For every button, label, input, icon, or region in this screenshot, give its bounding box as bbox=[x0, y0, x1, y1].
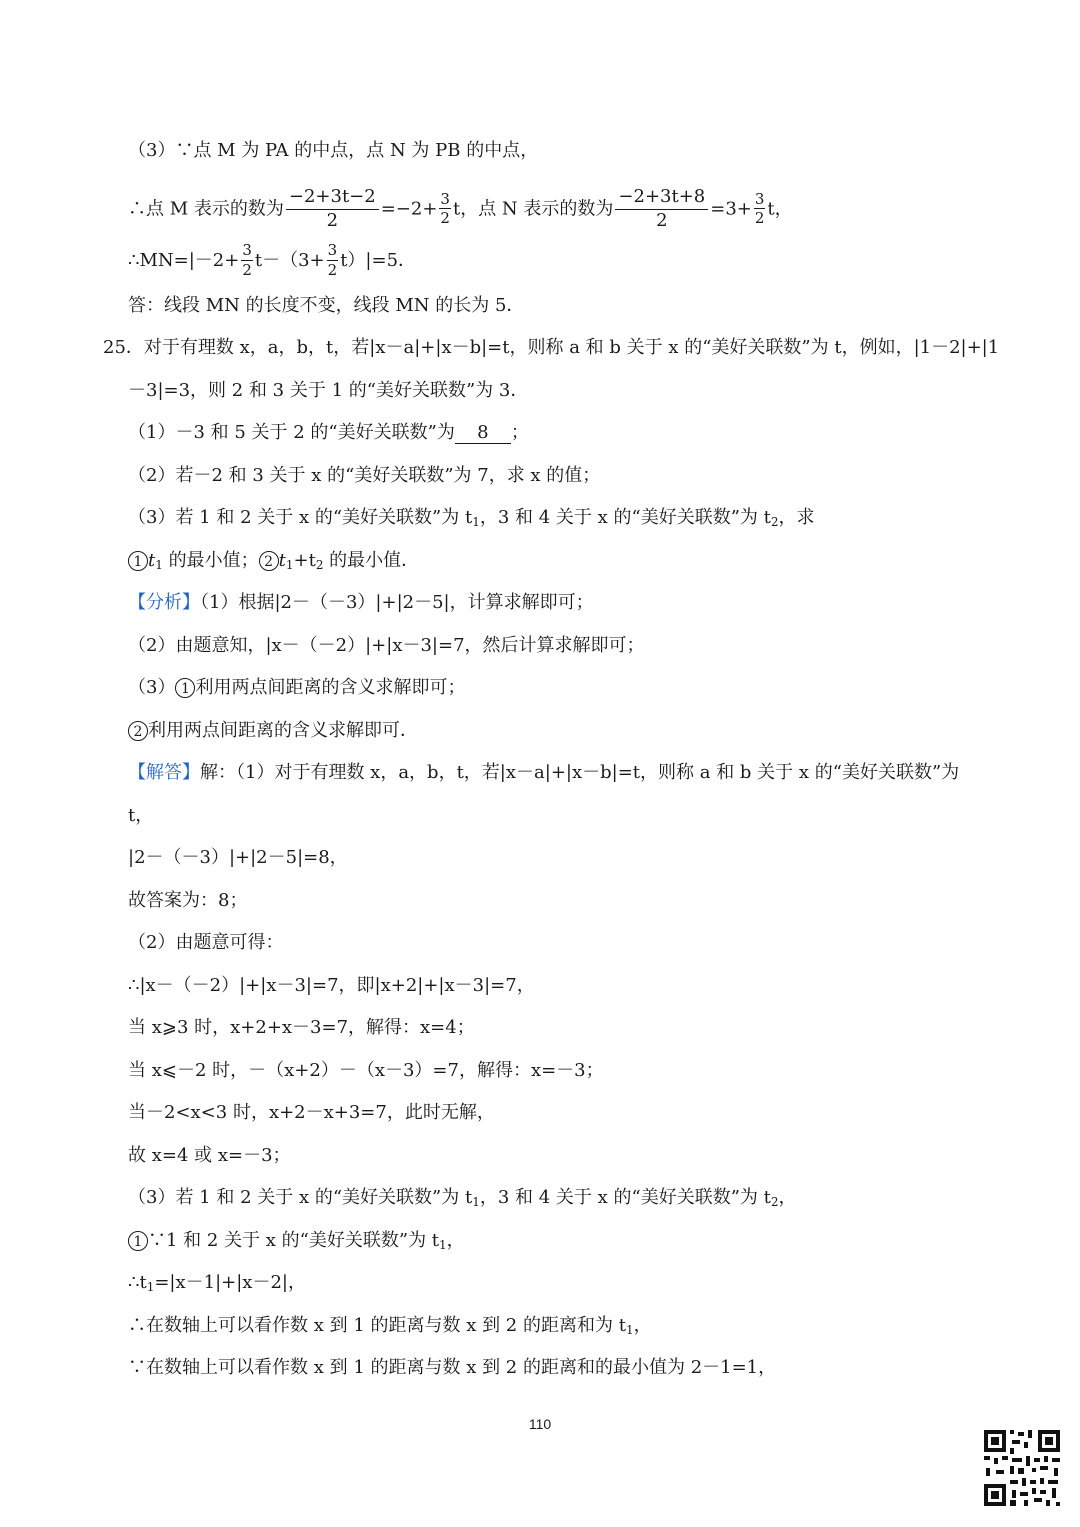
numerator: 3 bbox=[754, 189, 765, 208]
subscript: 1 bbox=[155, 558, 163, 572]
solution-tag: 【解答】 bbox=[128, 762, 200, 783]
subscript: 2 bbox=[770, 515, 779, 529]
numerator: 3 bbox=[440, 189, 450, 208]
text: =−2+ bbox=[380, 198, 438, 220]
analysis-line bbox=[128, 675, 465, 701]
question-part-1 bbox=[128, 420, 529, 446]
solution-line: t， bbox=[128, 805, 154, 826]
text: ，求 bbox=[778, 507, 815, 528]
answer-line: 答：线段 MN 的长度不变，线段 MN 的长为 5． bbox=[128, 295, 525, 316]
fraction bbox=[754, 189, 766, 228]
solution-line: 故 x=4 或 x=－3； bbox=[128, 1145, 291, 1166]
solution-line bbox=[128, 1270, 306, 1300]
subscript: 1 bbox=[625, 1323, 634, 1337]
solution-line bbox=[128, 1228, 465, 1258]
fraction bbox=[327, 243, 339, 279]
denominator: 2 bbox=[754, 209, 765, 228]
solution-line: 当 x⩾3 时，x+2+x－3=7，解得：x=4； bbox=[128, 1017, 475, 1038]
text: t bbox=[278, 550, 286, 571]
solution-line bbox=[128, 760, 959, 786]
question-25-line: 25．对于有理数 x，a，b，t，若|x－a|+|x－b|=t，则称 a 和 b 关于 x 的“美好关联数”为 t，例如，|1－2|+|1 bbox=[103, 337, 1000, 358]
solution-line bbox=[128, 188, 793, 231]
numerator: 3 bbox=[242, 241, 252, 259]
solution-line: |2－（－3）|+|2－5|=8， bbox=[128, 847, 348, 868]
subscript: 1 bbox=[472, 1195, 480, 1209]
text: ∴t bbox=[128, 1272, 147, 1293]
analysis-line: （2）由题意知，|x－（－2）|+|x－3|=7，然后计算求解即可； bbox=[128, 635, 645, 656]
qr-code-icon bbox=[982, 1428, 1062, 1508]
text: ； bbox=[510, 422, 529, 443]
text: （3）若 1 和 2 关于 x 的“美好关联数”为 t bbox=[128, 507, 473, 528]
fraction bbox=[241, 243, 253, 279]
circled-number: 1 bbox=[128, 1231, 148, 1251]
subscript: 1 bbox=[285, 558, 294, 572]
text: 利用两点间距离的含义求解即可． bbox=[148, 720, 418, 741]
analysis-line bbox=[128, 718, 418, 744]
question-part-2: （2）若－2 和 3 关于 x 的“美好关联数”为 7，求 x 的值； bbox=[128, 465, 601, 486]
circled-number: 1 bbox=[175, 678, 195, 698]
subscript: 2 bbox=[315, 558, 324, 572]
solution-line bbox=[128, 1313, 652, 1343]
numerator: −2+3t+8 bbox=[615, 188, 708, 210]
solution-line: 当 x⩽－2 时，－（x+2）－（x－3）=7，解得：x=－3； bbox=[128, 1060, 604, 1081]
solution-line: 故答案为：8； bbox=[128, 890, 248, 911]
text: ∵1 和 2 关于 x 的“美好关联数”为 t bbox=[148, 1230, 440, 1251]
fraction bbox=[439, 189, 451, 228]
question-part-3 bbox=[128, 505, 815, 535]
denominator: 2 bbox=[326, 209, 339, 231]
text: t－（3+ bbox=[254, 249, 325, 271]
text: ，3 和 4 关于 x 的“美好关联数”为 t bbox=[479, 507, 771, 528]
analysis-tag: 【分析】 bbox=[128, 592, 200, 613]
subscript: 1 bbox=[439, 1238, 447, 1252]
denominator: 2 bbox=[327, 260, 338, 279]
solution-line: （3）∵点 M 为 PA 的中点，点 N 为 PB 的中点， bbox=[128, 140, 539, 161]
text: t bbox=[148, 550, 156, 571]
text: 利用两点间距离的含义求解即可； bbox=[195, 677, 466, 698]
text: =|x－1|+|x－2|， bbox=[154, 1272, 306, 1293]
text: （3） bbox=[128, 677, 176, 698]
numerator: 3 bbox=[327, 241, 338, 259]
text: ∴在数轴上可以看作数 x 到 1 的距离与数 x 到 2 的距离和为 t bbox=[128, 1315, 626, 1336]
text: ， bbox=[446, 1230, 465, 1251]
text: ∴点 M 表示的数为 bbox=[128, 198, 284, 220]
solution-line: 当－2<x<3 时，x+2－x+3=7，此时无解， bbox=[128, 1102, 495, 1123]
question-25-line: －3|=3，则 2 和 3 关于 1 的“美好关联数”为 3． bbox=[128, 380, 529, 401]
fraction bbox=[286, 188, 379, 231]
text: t）|=5． bbox=[340, 249, 417, 271]
solution-line bbox=[128, 1185, 797, 1215]
subscript: 1 bbox=[146, 1280, 155, 1294]
solution-line: ∵在数轴上可以看作数 x 到 1 的距离与数 x 到 2 的距离和的最小值为 2－1=1， bbox=[128, 1357, 777, 1378]
subscript: 1 bbox=[472, 515, 480, 529]
text: ∴MN=|－2+ bbox=[128, 249, 240, 271]
text: 的最小值； bbox=[162, 550, 259, 571]
text: =3+ bbox=[710, 198, 752, 220]
fraction bbox=[615, 188, 708, 231]
denominator: 2 bbox=[656, 209, 668, 231]
solution-line: ∴|x－（－2）|+|x－3|=7，即|x+2|+|x－3|=7， bbox=[128, 975, 535, 996]
answer-blank: 8 bbox=[455, 423, 511, 444]
circled-number: 1 bbox=[128, 551, 148, 571]
text: 的最小值． bbox=[323, 550, 420, 571]
text: t，点 N 表示的数为 bbox=[452, 198, 614, 220]
text: 解：（1）对于有理数 x，a，b，t，若|x－a|+|x－b|=t，则称 a 和 b 关于 x 的“美好关联数”为 bbox=[200, 762, 960, 783]
analysis-line bbox=[128, 590, 594, 616]
circled-number: 2 bbox=[259, 551, 279, 571]
circled-number: 2 bbox=[128, 721, 148, 741]
text: （3）若 1 和 2 关于 x 的“美好关联数”为 t bbox=[128, 1187, 473, 1208]
text: （1）－3 和 5 关于 2 的“美好关联数”为 bbox=[128, 422, 455, 443]
page-number: 110 bbox=[528, 1416, 552, 1432]
text: ，3 和 4 关于 x 的“美好关联数”为 t bbox=[479, 1187, 771, 1208]
solution-line bbox=[128, 243, 416, 279]
text: ， bbox=[778, 1187, 797, 1208]
text: +t bbox=[293, 550, 316, 571]
text: （1）根据|2－（－3）|+|2－5|，计算求解即可； bbox=[200, 592, 594, 613]
text: t， bbox=[767, 198, 793, 220]
numerator: −2+3t−2 bbox=[286, 188, 379, 210]
subscript: 2 bbox=[770, 1195, 779, 1209]
denominator: 2 bbox=[440, 209, 450, 228]
text: ， bbox=[633, 1315, 652, 1336]
solution-line: （2）由题意可得： bbox=[128, 932, 284, 953]
question-part-3-sub bbox=[128, 548, 419, 578]
denominator: 2 bbox=[242, 260, 252, 279]
